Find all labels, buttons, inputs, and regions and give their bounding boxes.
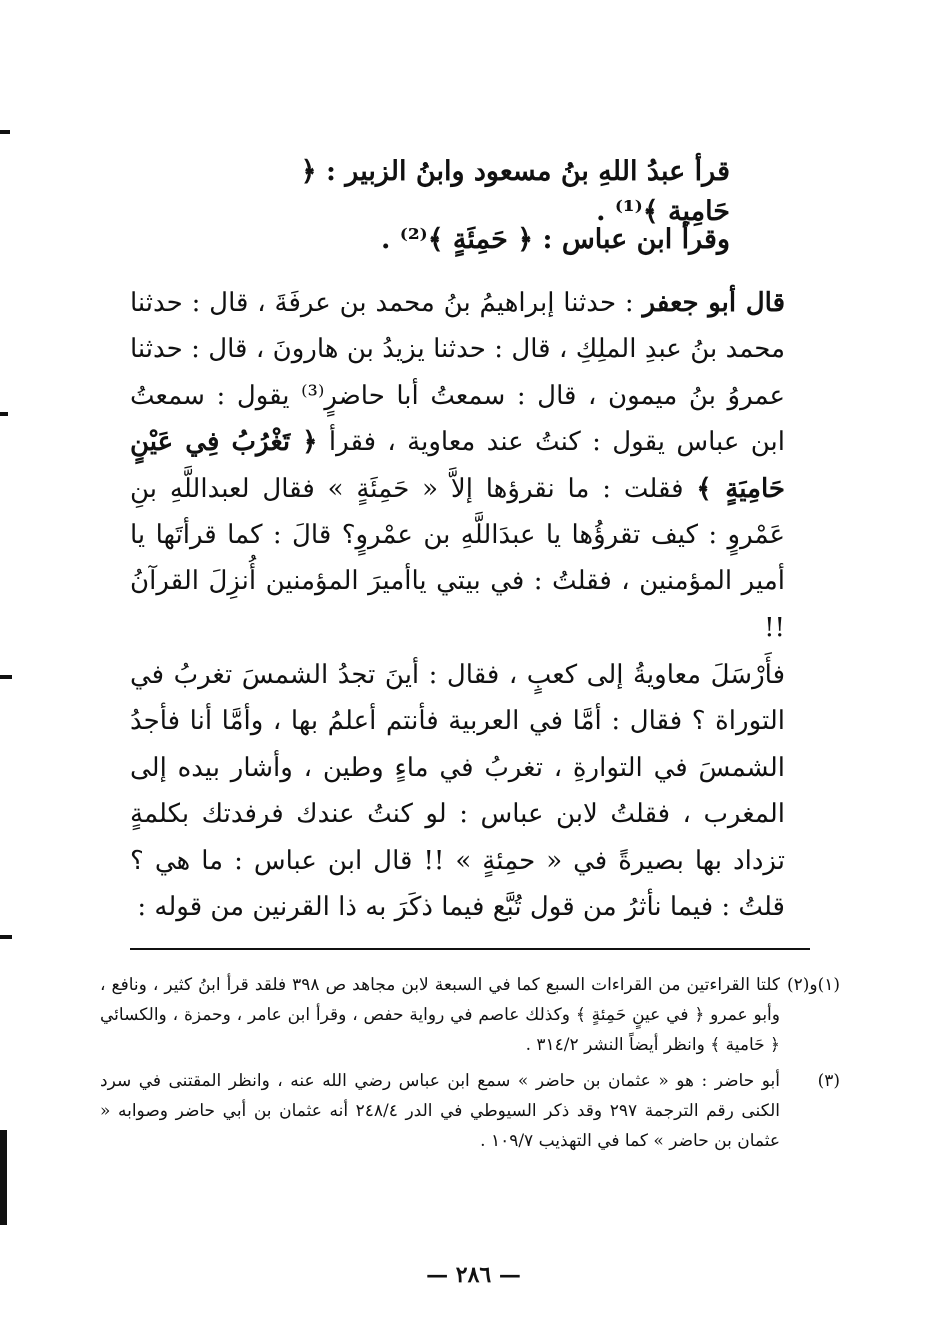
scan-edge-mark bbox=[0, 935, 12, 939]
footnote-divider bbox=[130, 948, 810, 950]
scan-edge-mark bbox=[0, 412, 8, 416]
scan-edge-mark bbox=[0, 130, 10, 134]
paragraph-text: : حدثنا إبراهيمُ بنُ محمد بن عرفَةَ ، قال : حدثنا محمد بنُ عبدِ الملِكِ ، قال : حدثنا يزيدُ بن هارونَ ، قال : حدثنا عمروُ بنُ ميمون ، قال : سمعتُ أبا حاضرٍ⁽³⁾ يقول : سمعتُ ابن عباس يقول : كنتُ عند معاوية ، فقرأ bbox=[130, 288, 785, 458]
scan-edge-bar bbox=[0, 1130, 7, 1225]
paragraph-text: فأَرْسَلَ معاويةُ إلى كعبٍ ، فقال : أينَ تجدُ الشمسَ تغربُ في التوراة ؟ فقال : أمَّا في العربية فأنتم أعلمُ بها ، وأمَّا أنا فأجدُ الشمسَ في التوارةِ ، تغربُ في ماءٍ وطين ، وأشار بيده إلى المغرب ، فقلتُ لابن عباس : لو كنتُ عندك فرفدتك بكلمةٍ تزداد بها بصيرةً في « حمِئةٍ » !! قال ابن عباس : ما هي ؟ قلتُ : فيما نأثرُ من قول تُبَّع فيما ذكَرَ به ذا القرنين من قوله : bbox=[130, 660, 785, 923]
scan-edge-mark bbox=[0, 675, 12, 679]
footnote-2 bbox=[100, 1066, 840, 1156]
page-number: — ٢٨٦ — bbox=[426, 1262, 521, 1288]
footnote-text: كلتا القراءتين من القراءات السبع كما في السبعة لابن مجاهد ص ٣٩٨ فلقد قرأ ابنُ كثير ، ونافع ، وأبو عمرو ﴿ في عينٍ حَمِئةٍ ﴾ وكذلك عاصم في رواية حفص ، وقرأ ابن عامر ، وحمزة ، والكسائي ﴿ حَامية ﴾ وانظر أيضاً النشر ٣١٤/٢ . bbox=[100, 975, 780, 1055]
quran-quote: ﴿ تَغْرُبُ فِي عَيْنٍ حَامِيَةٍ ﴾ bbox=[130, 427, 785, 504]
footnotes bbox=[100, 970, 840, 1162]
footnote-marker: (٣) bbox=[817, 1071, 840, 1091]
body-paragraph-2 bbox=[130, 652, 785, 930]
body-paragraph-1 bbox=[130, 280, 785, 651]
footnote-1 bbox=[100, 970, 840, 1060]
verse-line-1: قرأ عبدُ اللهِ بنُ مسعود وابنُ الزبير : ﴿ حَامِية ﴾⁽¹⁾ . bbox=[300, 156, 730, 227]
verse-line-2: وقرأ ابن عباس : ﴿ حَمِئَةٍ ﴾⁽²⁾ . bbox=[380, 224, 730, 255]
paragraph-text: فقلت : ما نقرؤها إلاَّ « حَمِئَةٍ » فقال لعبداللَّهِ بنِ عَمْروٍ : كيف تقرؤُها يا عبدَاللَّهِ بن عمْروٍ؟ قالَ : كما قرأتَها يا أمير المؤمنين ، فقلتُ : في بيتي ياأميرَ المؤمنين أُنزِلَ القرآنُ !! bbox=[130, 473, 785, 643]
paragraph-lead: قال أبو جعفر bbox=[642, 288, 785, 318]
footnote-text: أبو حاضر : هو « عثمان بن حاضر » سمع ابن عباس رضي الله عنه ، وانظر المقتنى في سرد الكنى رقم الترجمة ٢٩٧ وقد ذكر السيوطي في الدر ٢٤٨/٤ أنه عثمان بن أبي حاضر وصوابه « عثمان بن حاضر » كما في التهذيب ١٠٩/٧ . bbox=[100, 1071, 780, 1151]
footnote-marker: (١)و(٢) bbox=[786, 975, 840, 995]
